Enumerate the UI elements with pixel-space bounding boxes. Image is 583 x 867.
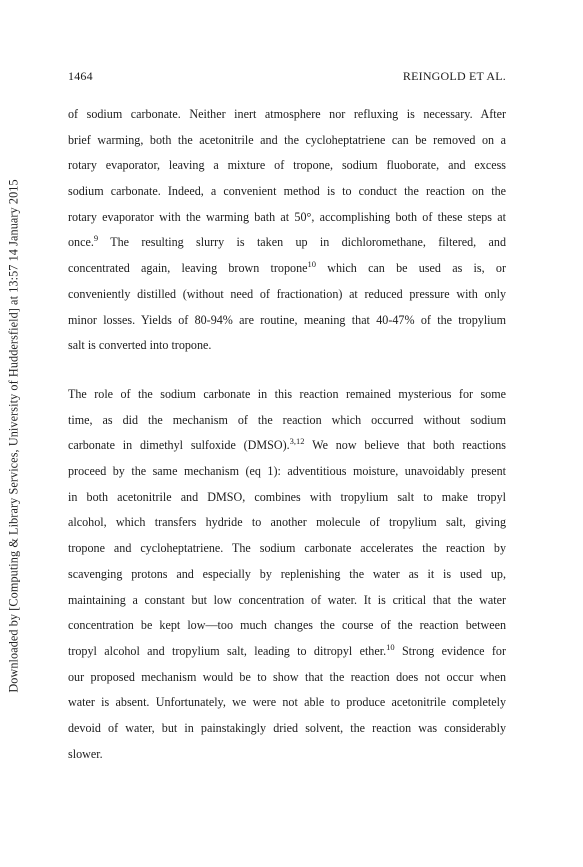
text-line (68, 433, 506, 459)
running-head: REINGOLD ET AL. (402, 69, 506, 83)
text-line: The role of the sodium carbonate in this reaction remained mysterious for some (68, 387, 506, 401)
paragraph (68, 102, 506, 359)
reference-superscript: 9 (93, 233, 99, 244)
text-line: minor losses. Yields of 80-94% are routine, meaning that 40-47% of the tropylium (68, 312, 506, 327)
page-header (68, 69, 506, 85)
paragraph (68, 382, 506, 767)
text-line: concentration be kept low—too much changes the course of the reaction between (68, 618, 506, 633)
line-text: Strong evidence for (394, 643, 506, 658)
text-line: rotary evaporator with the warming bath at 50°, accomplishing both of these steps at (68, 209, 506, 224)
line-text: once. (68, 235, 94, 250)
text-line: our proposed mechanism would be to show that the reaction does not occur when (68, 669, 506, 684)
text-line: brief warming, both the acetonitrile and the cycloheptatriene can be removed on a (68, 132, 506, 147)
text-line: proceed by the same mechanism (eq 1): adventitious moisture, unavoidably present (68, 464, 506, 479)
line-text: The resulting slurry is taken up in dichloromethane, filtered, and (98, 235, 506, 250)
reference-superscript: 10 (386, 641, 395, 652)
text-line: salt is converted into tropone. (68, 338, 212, 353)
text-line: scavenging protons and especially by replenishing the water as it is used up, (68, 566, 506, 581)
text-line: of sodium carbonate. Neither inert atmosphere nor refluxing is necessary. After (68, 107, 506, 121)
download-watermark-text: Downloaded by [Computing & Library Services, University of Huddersfield] at 13:57 14 January 2015 (6, 179, 21, 693)
reference-superscript: 3,12 (289, 436, 305, 447)
line-text: carbonate in dimethyl sulfoxide (DMSO). (68, 438, 290, 453)
text-line (68, 230, 506, 256)
line-text: concentrated again, leaving brown tropone (68, 261, 308, 276)
text-line: in both acetonitrile and DMSO, combines with tropylium salt to make tropyl (68, 489, 506, 504)
text-line: maintaining a constant but low concentration of water. It is critical that the water (68, 592, 506, 607)
line-text: tropyl alcohol and tropylium salt, leading to ditropyl ether. (68, 643, 387, 658)
text-line: alcohol, which transfers hydride to another molecule of tropylium salt, giving (68, 515, 506, 530)
text-line: water is absent. Unfortunately, we were not able to produce acetonitrile completely (68, 695, 506, 710)
page-number: 1464 (68, 69, 93, 83)
text-line: tropone and cycloheptatriene. The sodium carbonate accelerates the reaction by (68, 541, 506, 556)
text-line: slower. (68, 746, 103, 761)
line-text: We now believe that both reactions (304, 438, 506, 453)
text-line (68, 256, 506, 282)
text-line: time, as did the mechanism of the reaction which occurred without sodium (68, 412, 506, 427)
text-line: sodium carbonate. Indeed, a convenient method is to conduct the reaction on the (68, 184, 506, 199)
text-line: devoid of water, but in painstakingly dried solvent, the reaction was considerably (68, 720, 506, 735)
line-text: which can be used as is, or (315, 261, 506, 276)
text-line: rotary evaporator, leaving a mixture of tropone, sodium fluoborate, and excess (68, 158, 506, 173)
reference-superscript: 10 (307, 259, 316, 270)
text-line: conveniently distilled (without need of fractionation) at reduced pressure with only (68, 286, 506, 301)
text-line (68, 639, 506, 665)
